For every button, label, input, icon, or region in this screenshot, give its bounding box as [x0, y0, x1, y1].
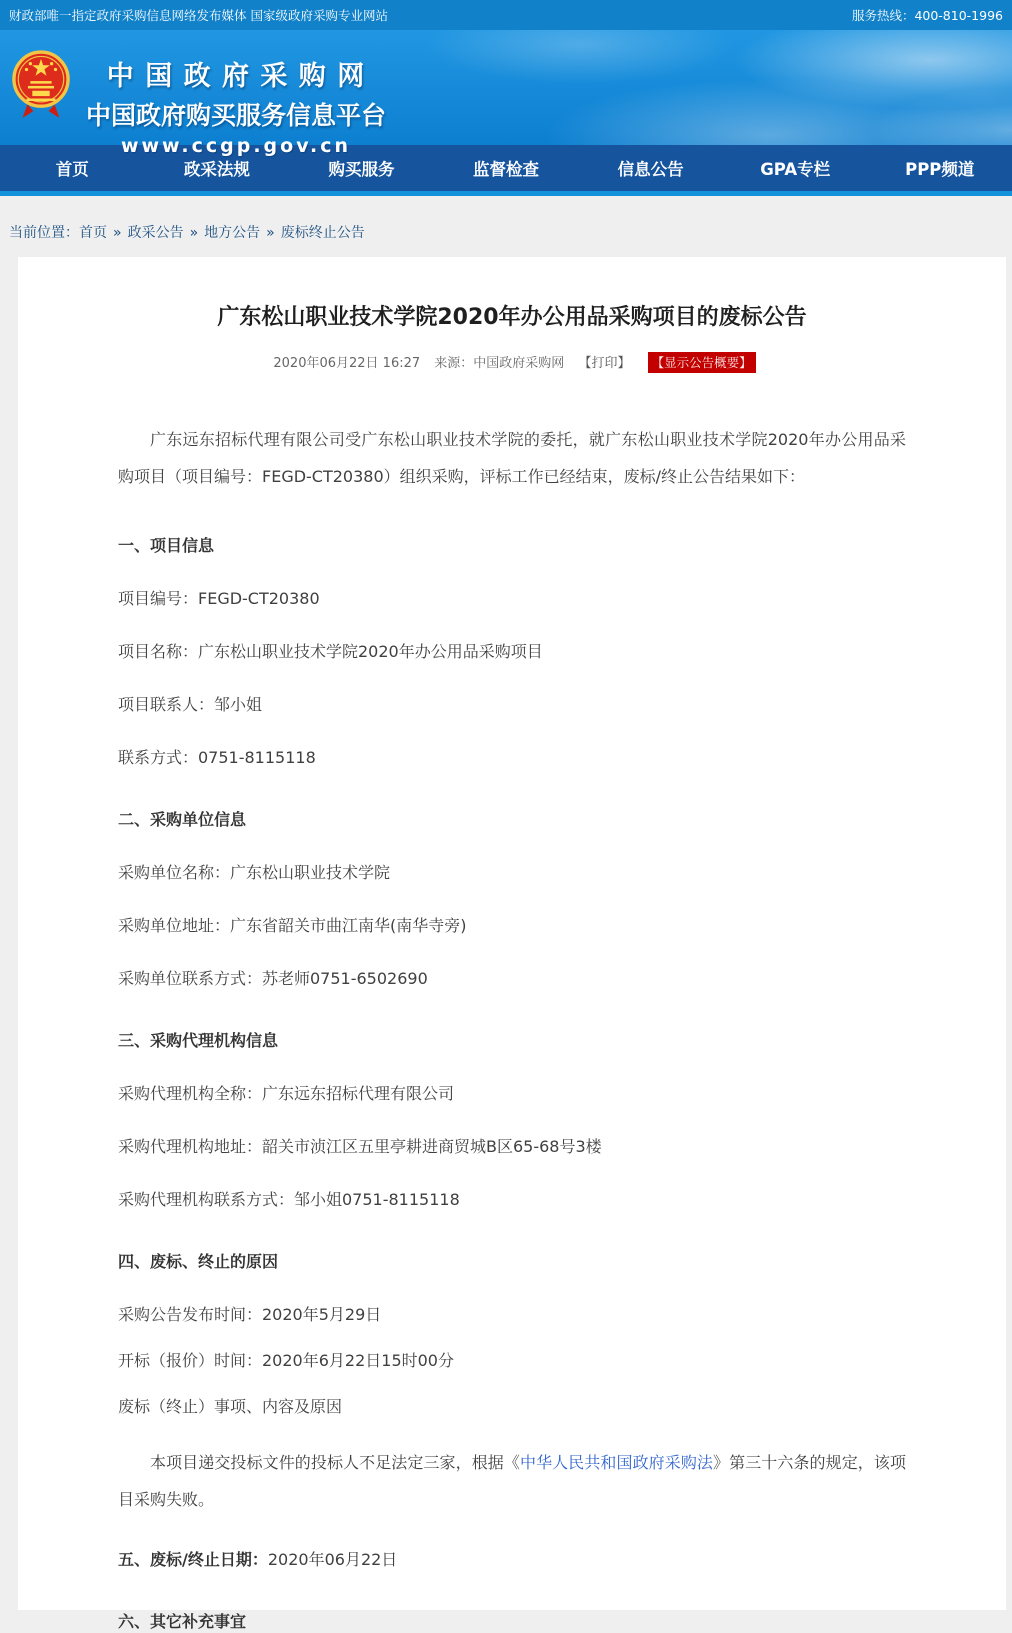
agency-name-line: 采购代理机构全称：广东远东招标代理有限公司	[118, 1084, 455, 1103]
print-button[interactable]: 【打印】	[578, 356, 631, 371]
breadcrumb-local-notices[interactable]: 地方公告	[204, 225, 261, 241]
article-meta	[118, 352, 906, 373]
project-contact-line: 项目联系人：邹小姐	[118, 695, 263, 714]
breadcrumb-procurement-notices[interactable]: 政采公告	[127, 225, 184, 241]
section4-heading: 四、废标、终止的原因	[118, 1252, 279, 1271]
nav-item-supervision[interactable]: 监督检查	[473, 160, 540, 179]
termination-date-value: 2020年06月22日	[267, 1550, 398, 1569]
breadcrumb-separator: »	[189, 225, 199, 241]
reason-paragraph	[118, 1444, 906, 1518]
buyer-address-line: 采购单位地址：广东省韶关市曲江南华(南华寺旁)	[118, 916, 467, 935]
breadcrumb-separator: »	[113, 225, 122, 241]
national-emblem-logo[interactable]	[12, 46, 70, 122]
project-number-line: 项目编号：FEGD-CT20380	[118, 589, 320, 608]
buyer-name-line: 采购单位名称：广东松山职业技术学院	[118, 863, 391, 882]
breadcrumb-cancelled-notices[interactable]: 废标终止公告	[280, 225, 365, 241]
topbar	[0, 0, 1012, 30]
section6-heading: 六、其它补充事宜	[118, 1612, 247, 1631]
nav-item-home[interactable]: 首页	[55, 160, 89, 179]
site-url: www.ccgp.gov.cn	[120, 135, 352, 157]
breadcrumb	[0, 196, 1012, 257]
intro-paragraph: 广东远东招标代理有限公司受广东松山职业技术学院的委托，就广东松山职业技术学院2020年办公用品采购项目（项目编号：FEGD-CT20380）组织采购，评标工作已经结束，废标/终止公告结果如下：	[118, 430, 906, 486]
reason-text-pre: 本项目递交投标文件的投标人不足法定三家，根据《	[150, 1453, 520, 1472]
service-hotline: 服务热线：400-810-1996	[851, 8, 1003, 23]
article-body	[118, 421, 906, 1633]
section2-heading: 二、采购单位信息	[118, 810, 247, 829]
site-subtitle: 中国政府购买服务信息平台	[85, 101, 386, 130]
nav-item-gpa[interactable]: GPA专栏	[760, 160, 831, 179]
bid-open-time-line: 开标（报价）时间：2020年6月22日15时00分	[118, 1351, 454, 1370]
nav-item-purchase-services[interactable]: 购买服务	[328, 160, 395, 179]
reason-text-post: 》第三十六条的规定，该项目采购失败。	[118, 1453, 906, 1509]
page-title: 广东松山职业技术学院2020年办公用品采购项目的废标公告	[217, 305, 807, 330]
termination-date-line	[118, 1549, 906, 1571]
show-summary-button[interactable]: 【显示公告概要】	[648, 352, 756, 373]
breadcrumb-label: 当前位置：	[9, 225, 79, 241]
procurement-law-link[interactable]: 中华人民共和国政府采购法	[519, 1453, 714, 1472]
breadcrumb-home[interactable]: 首页	[79, 225, 107, 241]
site-banner	[0, 30, 1012, 157]
article-source: 来源：中国政府采购网	[434, 356, 565, 371]
project-name-line: 项目名称：广东松山职业技术学院2020年办公用品采购项目	[118, 642, 543, 661]
site-title: 中 国 政 府 采 购 网	[106, 61, 366, 92]
section3-heading: 三、采购代理机构信息	[118, 1031, 279, 1050]
section5-heading: 五、废标/终止日期：	[118, 1550, 268, 1569]
announce-time-line: 采购公告发布时间：2020年5月29日	[118, 1305, 382, 1324]
contact-method-line: 联系方式：0751-8115118	[118, 748, 316, 767]
banner-text	[74, 54, 398, 157]
publish-datetime: 2020年06月22日 16:27	[273, 356, 421, 371]
agency-address-line: 采购代理机构地址：韶关市浈江区五里亭耕进商贸城B区65-68号3楼	[118, 1137, 602, 1156]
agency-contact-line: 采购代理机构联系方式：邹小姐0751-8115118	[118, 1190, 460, 1209]
content-card	[18, 257, 1006, 1631]
breadcrumb-separator: »	[266, 225, 275, 241]
topbar-slogan: 财政部唯一指定政府采购信息网络发布媒体 国家级政府采购专业网站	[9, 8, 388, 23]
nav-item-announcements[interactable]: 信息公告	[617, 160, 684, 179]
nav-item-regulations[interactable]: 政采法规	[183, 160, 250, 179]
section1-heading: 一、项目信息	[118, 536, 215, 555]
buyer-contact-line: 采购单位联系方式：苏老师0751-6502690	[118, 969, 428, 988]
nav-item-ppp[interactable]: PPP频道	[905, 160, 975, 179]
reason-title-line: 废标（终止）事项、内容及原因	[118, 1397, 343, 1416]
